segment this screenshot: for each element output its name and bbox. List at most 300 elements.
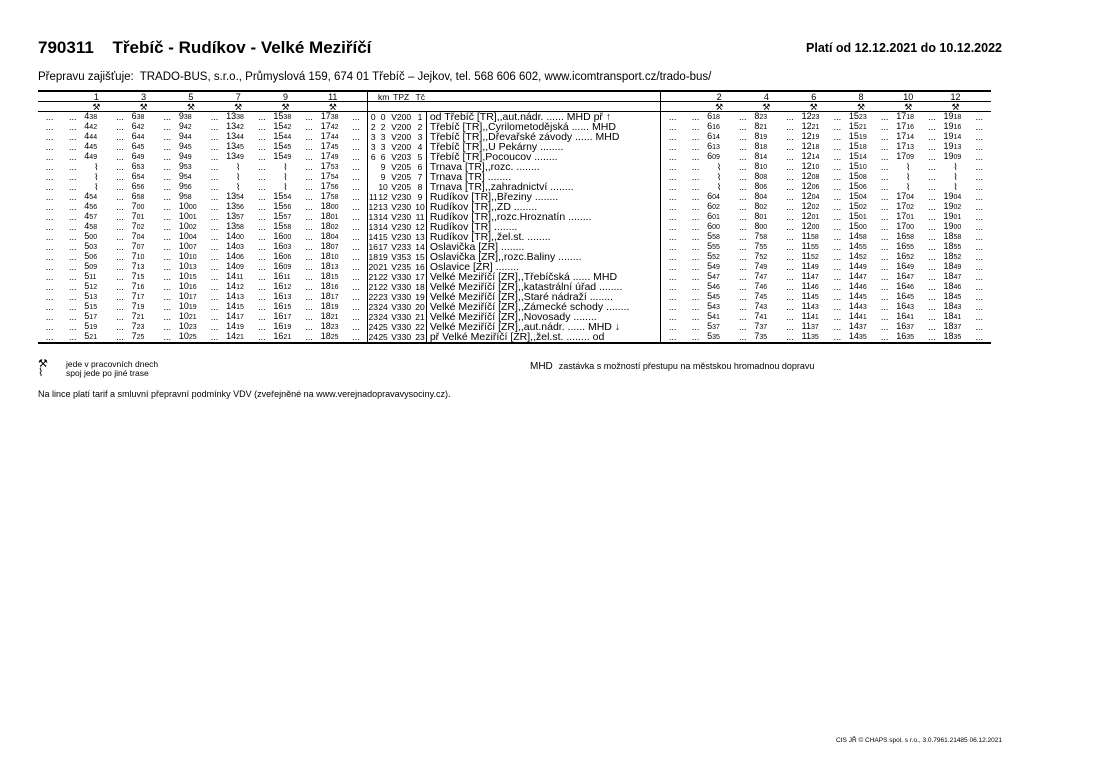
dots: ...: [928, 152, 936, 162]
cell: [426, 91, 660, 102]
dots: ...: [668, 252, 677, 262]
cell: [203, 91, 226, 102]
minute: 02: [188, 224, 197, 231]
minute: 18: [712, 114, 720, 121]
dots: ...: [258, 272, 266, 282]
dots: ...: [668, 172, 677, 182]
minute: 01: [330, 214, 339, 221]
dots: ...: [305, 132, 313, 142]
minute: 45: [283, 144, 292, 151]
dots: ...: [668, 262, 677, 272]
hour: 5: [707, 271, 713, 281]
dots: ...: [210, 172, 219, 182]
km-value: 21: [378, 262, 388, 272]
dots: ...: [45, 122, 54, 132]
minute: 09: [712, 154, 720, 161]
hour: 18: [943, 251, 954, 261]
hour: 14: [226, 241, 237, 251]
dots: ...: [880, 222, 889, 232]
minute: 10: [330, 254, 339, 261]
hour: 17: [896, 211, 907, 221]
dots: ...: [210, 212, 219, 222]
cell: [873, 91, 896, 102]
hour: 12: [801, 111, 812, 121]
hour: 16: [273, 311, 284, 321]
minute: 02: [906, 204, 914, 211]
dots: ...: [691, 282, 700, 292]
hour: 11: [801, 311, 811, 321]
cell: [968, 91, 991, 102]
hour: 12: [801, 131, 812, 141]
dots: ...: [45, 242, 54, 252]
dots: ...: [68, 232, 77, 242]
dots: ...: [691, 292, 700, 302]
dots: ...: [68, 202, 77, 212]
minute: 01: [906, 214, 914, 221]
tpz-code: V235: [391, 262, 412, 272]
minute: 01: [136, 214, 145, 221]
minute: 09: [89, 264, 98, 271]
stop-number: 20: [415, 302, 425, 312]
minute: 57: [283, 214, 292, 221]
stop-name: Velké Meziříčí [ZR],,Novosady ........: [426, 312, 660, 322]
dots: ...: [210, 162, 219, 172]
dots: ...: [352, 112, 360, 122]
hour: 15: [273, 211, 284, 221]
hour: 15: [273, 151, 284, 161]
minute: 49: [712, 264, 720, 271]
minute: 06: [858, 184, 867, 191]
dots: ...: [108, 332, 131, 343]
cell: [778, 102, 801, 112]
hour: 11: [801, 241, 811, 251]
minute: 44: [283, 134, 292, 141]
hour: 18: [943, 331, 954, 341]
cell: [345, 91, 368, 102]
dots: ...: [668, 282, 677, 292]
dots: ...: [210, 272, 219, 282]
dots: ...: [739, 142, 747, 152]
hour: 8: [754, 111, 760, 121]
minute: 09: [236, 264, 244, 271]
km-value: 14: [378, 212, 388, 222]
dots: ...: [116, 262, 124, 272]
dots: ...: [210, 112, 219, 122]
dots: ...: [833, 222, 842, 232]
dots: ...: [305, 122, 313, 132]
km-value: 18: [368, 252, 378, 262]
dots: ...: [352, 242, 360, 252]
hour: 18: [320, 321, 331, 331]
departure-time: ⌇: [235, 172, 241, 182]
hour: 14: [848, 231, 859, 241]
departure-time: ⌇: [906, 172, 911, 182]
departure-time: [707, 152, 731, 162]
hour: 4: [84, 121, 90, 131]
hour: 7: [754, 281, 760, 291]
hour: 13: [226, 191, 237, 201]
hour: 5: [84, 231, 90, 241]
legend: [38, 360, 158, 378]
minute: 13: [330, 264, 339, 271]
dots: ...: [691, 212, 700, 222]
hour: 5: [707, 281, 713, 291]
departure-time: ⌇: [716, 172, 722, 182]
dots: ...: [210, 132, 219, 142]
minute: 01: [858, 214, 867, 221]
hour: 18: [320, 311, 331, 321]
minute: 35: [953, 334, 962, 341]
dots: ...: [786, 242, 794, 252]
cell: [38, 91, 61, 102]
conn-number: 8: [849, 91, 873, 102]
hour: 18: [943, 271, 954, 281]
hour: 4: [84, 211, 90, 221]
minute: 42: [330, 124, 339, 131]
tpz-code: V230: [391, 202, 412, 212]
hour: 8: [754, 191, 760, 201]
dots: ...: [68, 172, 77, 182]
hour: 18: [320, 251, 331, 261]
hour: 18: [320, 291, 331, 301]
hour: 18: [320, 211, 331, 221]
stop-name: Velké Meziříčí [ZR],,katastrální úřad ........: [426, 282, 660, 292]
dots: ...: [305, 232, 313, 242]
stop-name: př Velké Meziříčí [ZR],,žel.st. ........ od: [426, 332, 660, 343]
minute: 35: [712, 334, 720, 341]
dots: ...: [45, 142, 54, 152]
dots: ...: [691, 242, 700, 252]
stop-name: Třebíč [TR],,U Pekárny ........: [426, 142, 660, 152]
hour: 9: [178, 131, 184, 141]
dots: ...: [210, 142, 219, 152]
hour: 18: [320, 301, 331, 311]
hour: 7: [131, 251, 137, 261]
tpz-header: TPZ: [388, 91, 414, 102]
minute: 47: [858, 274, 867, 281]
minute: 55: [858, 244, 867, 251]
hour: 6: [707, 191, 713, 201]
dots: ...: [786, 132, 794, 142]
minute: 49: [953, 264, 962, 271]
minute: 54: [283, 194, 292, 201]
minute: 00: [906, 224, 914, 231]
departure-time: [707, 332, 731, 343]
hour: 6: [707, 131, 713, 141]
departure-time: [754, 332, 778, 343]
tpz-code: V230: [391, 222, 412, 232]
minute: 58: [810, 234, 819, 241]
dots: ...: [880, 112, 889, 122]
dots: ...: [691, 132, 700, 142]
dots: ...: [116, 202, 124, 212]
dots: ...: [691, 272, 700, 282]
minute: 58: [183, 194, 192, 201]
dots: ...: [928, 122, 936, 132]
dots: ...: [691, 192, 700, 202]
hour: 11: [801, 271, 811, 281]
hour: 15: [848, 201, 859, 211]
minute: 56: [183, 184, 192, 191]
km-value: 3: [368, 132, 378, 142]
stop-name: Rudíkov [TR],,rozc.Hroznatín ........: [426, 212, 660, 222]
dots: ...: [163, 322, 172, 332]
minute: 16: [906, 124, 914, 131]
hour: 12: [801, 141, 812, 151]
hour: 16: [273, 241, 284, 251]
cell: [414, 102, 426, 112]
hour: 6: [131, 181, 137, 191]
hour: 8: [754, 141, 760, 151]
stop-name: Oslavice [ZR] ........: [426, 262, 660, 272]
dots: ...: [880, 312, 889, 322]
stop-number: 1: [417, 112, 423, 122]
minute: 38: [183, 114, 192, 121]
hour: 14: [848, 261, 859, 271]
minute: 35: [759, 334, 768, 341]
dots: ...: [163, 272, 172, 282]
dots: ...: [975, 122, 984, 132]
km-value: 14: [378, 222, 388, 232]
conn-number: 12: [943, 91, 967, 102]
hour: 10: [178, 291, 189, 301]
hour: 7: [131, 301, 137, 311]
dots: ...: [739, 172, 747, 182]
dots: ...: [352, 212, 360, 222]
minute: 43: [810, 304, 819, 311]
hour: 11: [801, 281, 811, 291]
stop-name: Velké Meziříčí [ZR],,Třebíčská ...... MHD: [426, 272, 660, 282]
mhd-note: [530, 361, 814, 372]
departure-time: [132, 332, 156, 343]
hour: 16: [273, 251, 284, 261]
dots: ...: [45, 282, 54, 292]
dots: ...: [786, 262, 794, 272]
km-value: [368, 162, 378, 172]
hour: 7: [131, 211, 137, 221]
dots: ...: [928, 302, 936, 312]
minute: 10: [759, 164, 768, 171]
hour: 10: [178, 281, 189, 291]
minute: 55: [759, 244, 768, 251]
hour: 5: [84, 281, 90, 291]
minute: 00: [89, 234, 98, 241]
dots: ...: [210, 222, 219, 232]
minute: 14: [712, 134, 720, 141]
conn-number: 11: [321, 91, 345, 102]
minute: 11: [283, 274, 291, 281]
dots: ...: [833, 322, 842, 332]
minute: 01: [712, 214, 720, 221]
minute: 21: [283, 334, 292, 341]
cell: [378, 102, 388, 112]
dots: ...: [928, 162, 936, 172]
hour: 13: [226, 221, 237, 231]
hour: 18: [943, 281, 954, 291]
km-value: 22: [378, 272, 388, 282]
dots: ...: [352, 202, 360, 212]
hour: 5: [84, 331, 90, 341]
minute: 02: [136, 224, 145, 231]
hour: 17: [320, 141, 331, 151]
dots: ...: [210, 322, 219, 332]
minute: 52: [759, 254, 768, 261]
dots: ...: [352, 192, 360, 202]
conn-number: 2: [707, 91, 731, 102]
dots: ...: [258, 262, 266, 272]
minute: 17: [89, 314, 98, 321]
dots: ...: [739, 122, 747, 132]
stop-name: Třebíč [TR],Pocoucov ........: [426, 152, 660, 162]
dots: ...: [305, 192, 313, 202]
operator-label: Přepravu zajišťuje:: [38, 71, 134, 83]
dots: ...: [68, 182, 77, 192]
km-value: 16: [368, 242, 378, 252]
minute: 23: [858, 114, 867, 121]
hour: 5: [707, 301, 713, 311]
conn-number: 1: [84, 91, 108, 102]
hour: 5: [84, 311, 90, 321]
dots: ...: [38, 332, 61, 343]
minute: 49: [759, 264, 768, 271]
dots: ...: [258, 162, 266, 172]
minute: 41: [953, 314, 962, 321]
dots: ...: [68, 282, 77, 292]
stop-name: Trnava [TR],,rozc. ........: [426, 162, 660, 172]
dots: ...: [45, 132, 54, 142]
stop-name: Rudíkov [TR],,žel.st. ........: [426, 232, 660, 242]
hour: 10: [178, 321, 189, 331]
dots: ...: [668, 192, 677, 202]
stop-name: Třebíč [TR],,Cyrilometodějská ...... MHD: [426, 122, 660, 132]
workday-icon: ⚒: [943, 102, 967, 112]
hour: 17: [320, 131, 331, 141]
dots: ...: [928, 142, 936, 152]
dots: ...: [739, 312, 747, 322]
hour: 15: [273, 111, 284, 121]
minute: 10: [136, 254, 145, 261]
conn-number: 7: [226, 91, 250, 102]
minute: 04: [136, 234, 145, 241]
dots: ...: [68, 242, 77, 252]
dots: ...: [45, 222, 54, 232]
dots: ...: [975, 292, 984, 302]
hour: 5: [84, 291, 90, 301]
dots: ...: [258, 192, 266, 202]
dots: ...: [833, 242, 842, 252]
minute: 13: [712, 144, 720, 151]
dots: ...: [305, 292, 313, 302]
dots: ...: [928, 322, 936, 332]
minute: 12: [283, 284, 292, 291]
dots: ...: [880, 272, 889, 282]
dots: ...: [691, 312, 700, 322]
departure-time: [943, 332, 967, 343]
hour: 16: [273, 271, 284, 281]
dots: ...: [163, 122, 172, 132]
dots: ...: [739, 232, 747, 242]
minute: 42: [136, 124, 145, 131]
stop-name: Třebíč [TR],,Dřevařské závody ...... MHD: [426, 132, 660, 142]
minute: 38: [136, 114, 145, 121]
minute: 02: [858, 204, 867, 211]
dots: ...: [975, 282, 984, 292]
minute: 06: [236, 254, 244, 261]
hour: 9: [178, 111, 184, 121]
hour: 16: [273, 291, 284, 301]
dots: ...: [880, 142, 889, 152]
minute: 00: [858, 224, 867, 231]
hour: 6: [707, 201, 713, 211]
hour: 7: [754, 291, 760, 301]
dots: ...: [258, 132, 266, 142]
hour: 16: [273, 331, 284, 341]
dots: ...: [668, 232, 677, 242]
hour: 15: [848, 151, 859, 161]
hour: 16: [896, 301, 907, 311]
minute: 17: [283, 314, 292, 321]
minute: 16: [712, 124, 720, 131]
hour: 7: [131, 281, 137, 291]
dots: ...: [68, 272, 77, 282]
dots: ...: [786, 312, 794, 322]
hour: 8: [754, 181, 760, 191]
cell: [684, 91, 707, 102]
dots: ...: [668, 202, 677, 212]
cell: [156, 91, 179, 102]
dots: ...: [68, 262, 77, 272]
hour: 15: [848, 211, 859, 221]
minute: 58: [906, 234, 914, 241]
dots: ...: [880, 292, 889, 302]
hour: 14: [226, 231, 237, 241]
hour: 19: [943, 201, 954, 211]
dots: ...: [305, 172, 313, 182]
conn-number: 10: [896, 91, 920, 102]
minute: 35: [906, 334, 914, 341]
km-value: 12: [378, 192, 388, 202]
dots: ...: [975, 232, 984, 242]
dots: ...: [258, 112, 266, 122]
tpz-code: V330: [388, 332, 414, 343]
km-value: 23: [368, 302, 378, 312]
dots: ...: [305, 262, 313, 272]
hour: 10: [178, 311, 189, 321]
tc-header: Tč: [415, 91, 425, 102]
credits: CIS JŘ © CHAPS spol. s r.o., 3.0.7961.21485 06.12.2021: [836, 737, 1002, 744]
departure-time: [84, 152, 108, 162]
dots: ...: [968, 332, 991, 343]
dots: ...: [61, 332, 84, 343]
km-value: 24: [378, 302, 388, 312]
minute: 03: [89, 244, 98, 251]
minute: 12: [89, 284, 98, 291]
workday-icon: ⚒: [849, 102, 873, 112]
dots: ...: [116, 292, 124, 302]
stop-number: 6: [417, 162, 423, 172]
hour: 15: [848, 171, 859, 181]
minute: 19: [188, 304, 197, 311]
stop-number: 21: [415, 312, 425, 322]
hour: 12: [801, 151, 812, 161]
dots: ...: [833, 282, 842, 292]
dots: ...: [833, 132, 842, 142]
dots: ...: [258, 212, 266, 222]
km-header: km: [378, 91, 390, 102]
dots: ...: [163, 222, 172, 232]
hour: 12: [801, 121, 812, 131]
minute: 01: [188, 214, 197, 221]
